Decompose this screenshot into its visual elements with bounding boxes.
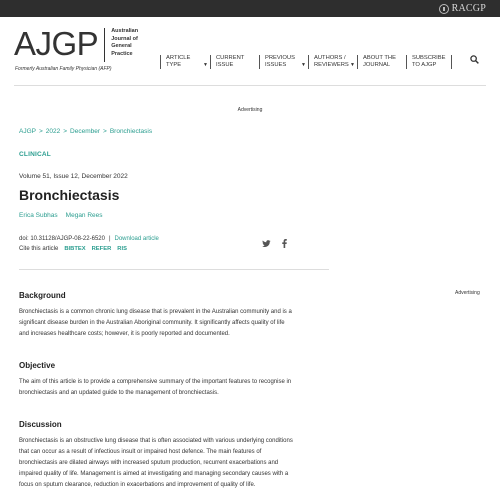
chevron-down-icon: ▼ — [350, 62, 355, 68]
breadcrumb-item[interactable]: AJGP — [19, 128, 36, 135]
nav-label-line1: CURRENT — [216, 55, 245, 61]
nav-label-line1: ABOUT THE — [363, 55, 396, 61]
content-divider — [19, 269, 329, 270]
nav-label-line1: AUTHORS / — [314, 55, 346, 61]
logo-text-line: Australian — [111, 28, 139, 34]
chevron-down-icon: ▼ — [301, 62, 306, 68]
author-list — [19, 212, 103, 219]
nav-current-issue[interactable] — [210, 55, 259, 69]
share-buttons — [262, 239, 289, 248]
cite-ris-link[interactable]: RIS — [117, 246, 127, 252]
text-line: bronchiectasis and an updated guide to the management of bronchiectasis. — [19, 390, 219, 396]
logo-text-line: Practice — [111, 50, 133, 57]
cite-refer-link[interactable]: REFER — [91, 246, 112, 252]
article-category[interactable]: CLINICAL — [19, 151, 51, 158]
section-body-discussion — [19, 436, 331, 491]
nav-label-line2: JOURNAL — [363, 62, 391, 68]
nav-label-line2: ISSUE — [216, 62, 234, 68]
text-line: Bronchiectasis is an obstructive lung disease that is often associated with various underlying conditions — [19, 438, 293, 444]
breadcrumb-separator: > — [38, 128, 43, 135]
advertising-label: Advertising — [237, 107, 263, 113]
section-body-background — [19, 307, 331, 340]
download-article-link[interactable]: Download article — [114, 236, 159, 242]
logo-divider — [104, 28, 105, 62]
racgp-label: RACGP — [451, 3, 486, 14]
nav-label-line2: TYPE — [166, 62, 182, 68]
chevron-down-icon: ▼ — [203, 62, 208, 68]
text-line: and increases healthcare costs; however, it is poorly reported and documented. — [19, 331, 230, 337]
breadcrumb-item[interactable]: Bronchiectasis — [109, 128, 153, 135]
nav-label-line2: REVIEWERS — [314, 62, 349, 68]
cite-row — [19, 246, 127, 252]
nav-authors-reviewers[interactable] — [308, 55, 357, 69]
formerly-tagline: Formerly Australian Family Physician (AFP) — [15, 66, 112, 72]
nav-label-line1: SUBSCRIBE — [412, 55, 446, 61]
text-line: significant disease burden in the Australian Aboriginal community. It significantly affects quality of life — [19, 320, 285, 326]
cite-bibtex-link[interactable]: BIBTEX — [64, 246, 86, 252]
doi-row — [19, 236, 159, 242]
section-heading-background: Background — [19, 291, 66, 300]
nav-label-line1: ARTICLE — [166, 55, 191, 61]
nav-subscribe[interactable] — [406, 55, 452, 69]
text-line: bronchiectasis are dilated airways with increased sputum production, recurrent exacerbations and — [19, 460, 279, 466]
racgp-link[interactable] — [439, 3, 486, 14]
section-body-objective — [19, 377, 331, 399]
breadcrumb-separator: > — [103, 128, 107, 135]
text-line: Bronchiectasis is a common chronic lung disease that is prevalent in the Australian community and is a — [19, 309, 292, 315]
text-line: focus on sputum clearance, reduction in exacerbations and improvement of quality of life. — [19, 482, 256, 488]
nav-label-line2: ISSUES — [265, 62, 287, 68]
logo-text-line: Journal of — [111, 35, 138, 42]
nav-label-line2: TO AJGP — [412, 62, 437, 68]
cite-label: Cite this article — [19, 246, 59, 252]
text-line: impaired quality of life. Management is aimed at investigating and managing secondary causes with a — [19, 471, 289, 477]
main-nav — [160, 55, 452, 73]
logo-mark: AJGP — [14, 25, 99, 62]
twitter-icon[interactable] — [262, 239, 271, 248]
search-icon[interactable] — [470, 55, 479, 64]
article-title: Bronchiectasis — [19, 187, 120, 203]
doi-separator: | — [108, 236, 111, 242]
header-divider — [14, 85, 486, 86]
nav-previous-issues[interactable] — [259, 55, 308, 69]
nav-article-type[interactable] — [160, 55, 210, 69]
breadcrumb — [19, 128, 152, 135]
nav-label-line1: PREVIOUS — [265, 55, 295, 61]
top-bar — [0, 0, 500, 17]
text-line: that can occur as a result of infectious insult or impaired host defence. The main features of — [19, 449, 262, 455]
racgp-seal-icon — [439, 4, 449, 14]
breadcrumb-item[interactable]: December — [70, 128, 101, 135]
volume-issue: Volume 51, Issue 12, December 2022 — [19, 173, 128, 180]
nav-about-journal[interactable] — [357, 55, 406, 69]
advertising-label-sidebar: Advertising — [455, 290, 480, 296]
section-heading-objective: Objective — [19, 361, 56, 370]
facebook-icon[interactable] — [280, 239, 289, 248]
author-link[interactable]: Megan Rees — [65, 212, 103, 219]
breadcrumb-separator: > — [63, 128, 68, 135]
breadcrumb-item[interactable]: 2022 — [45, 128, 61, 135]
author-link[interactable]: Erica Subhas — [19, 212, 58, 219]
text-line: The aim of this article is to provide a comprehensive summary of the important features to recognise in — [19, 379, 292, 385]
section-heading-discussion: Discussion — [19, 420, 62, 429]
doi: doi: 10.31128/AJGP-08-22-6520 — [19, 236, 105, 242]
logo-text — [111, 28, 138, 58]
logo-text-line: General — [111, 43, 132, 49]
ajgp-logo[interactable] — [14, 26, 138, 62]
